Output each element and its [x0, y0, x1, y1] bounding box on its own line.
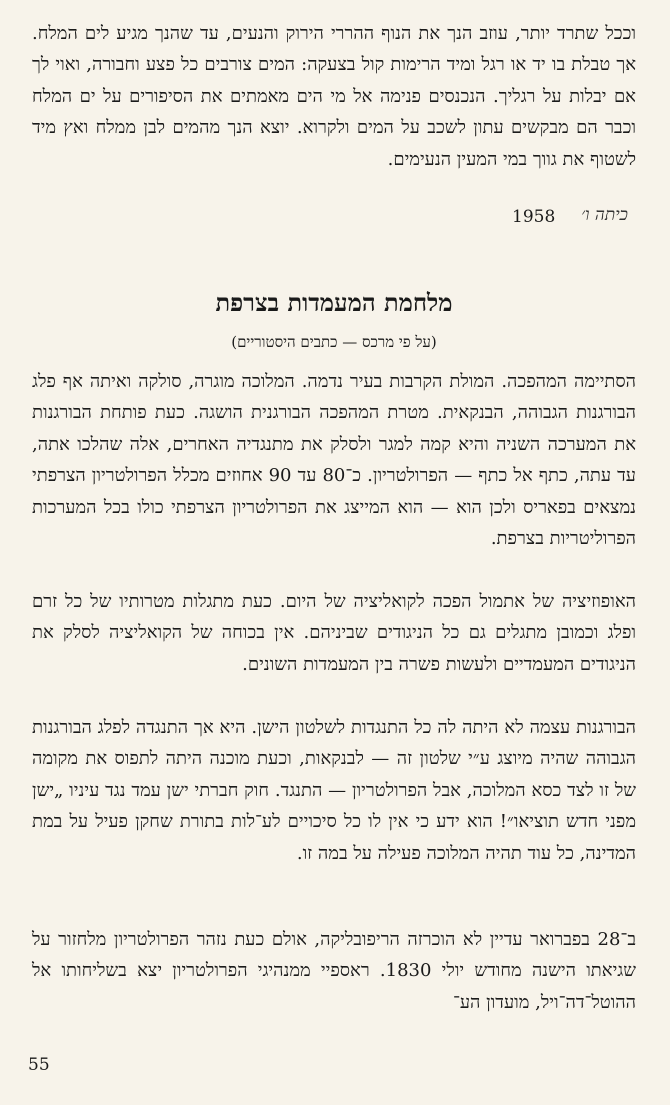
year-label: 1958: [512, 207, 556, 227]
paragraph: הבורגנות עצמה לא היתה לה כל התנגדות לשלטון הישן. היא אך התנגדה לפלג הבורגנות הגבוהה שהיה מיוצג ע״י שלטון זה — לבנקאות, וכעת מוכנה היתה לתפוס את מקומה של זו לצד כסא המלוכה, אבל הפרולטריון — התנגד. חוק חברתי ישן עמד נגד עיניו „ישן מפני חדש תוציאו״! הוא ידע כי אין לו כל סיכויים לע־לות בתורת שחקן פעיל על במת המדינה, כל עוד תהיה המלוכה פעילה על במה זו.: [32, 717, 636, 864]
article-subtitle: (על פי מרכס — כתבים היסטוריים): [231, 333, 437, 351]
paragraph: הסתיימה המהפכה. המולת הקרבות בעיר נדמה. המלוכה מוגרה, סולקה ואיתה אף פלג הבורגנות הגבוהה, הבנקאית. מטרת המהפכה הבורגנית הושגה. כעת פותחת הבורגנות את המערכה השניה והיא קמה למגר ולסלק את מתנגדיה האחרים, אלה שהלכו אתה, עד עתה, כתף אל כתף — הפרולטריון. כ־80 עד 90 אחוזים מכלל הפרולטריון הצרפתי נמצאים בפאריס ולכן הוא — הוא המייצג את הפרולטריון הצרפתי כולו בכל המערכות הפרוליטריות בצרפת.: [32, 371, 636, 550]
author-signature: כיתה ו׳: [581, 205, 628, 225]
paragraph: האופוזיציה של אתמול הפכה לקואליציה של היום. כעת מתגלות מטרותיו של כל זרם ופלג וכמובן מתגלים גם כל הניגודים שביניהם. אין בכוחה של הקואליציה לסלק את הניגודים המעמדיים ולעשות פשרה בין המעמדות השונים.: [32, 591, 636, 675]
article-paragraph-2: [32, 586, 636, 680]
signature-row: [32, 205, 636, 235]
article-paragraph-1: [32, 366, 636, 554]
article-title: מלחמת המעמדות בצרפת: [215, 288, 453, 317]
article-paragraph-4: [32, 924, 636, 1018]
paragraph: ב־28 בפברואר עדיין לא הוכרזה הריפובליקה, אולם כעת נזהר הפרולטריון מלחזור על שגיאתו הישנה מחודש יולי 1830. ראספיי ממנהיגי הפרולטריון יצא בשליחותו אל ההוטל־דה־ויל, מועדון הע־: [32, 929, 636, 1013]
top-section: [32, 18, 636, 175]
article-paragraph-3: [32, 712, 636, 869]
page-number: 55: [28, 1055, 50, 1075]
closing-paragraph: וככל שתרד יותר, עוזב הנך את הנוף ההררי הירוק והנעים, עד שהנך מגיע לים המלח. אך טבלת בו יד או רגל ומיד הרימות קול בצעקה: המים צורבים כל פצע וחבורה, ואוי לך אם יבלות על רגליך. הנכנסים פנימה אל מי הים מאמתים את הסיפורים על ים המלח וכבר הם מבקשים עתון לשכב על המים ולקרוא. יוצא הנך מהמים לבן ממלח ואץ מיד לשטוף את גווך במי המעין הנעימים.: [32, 23, 636, 170]
